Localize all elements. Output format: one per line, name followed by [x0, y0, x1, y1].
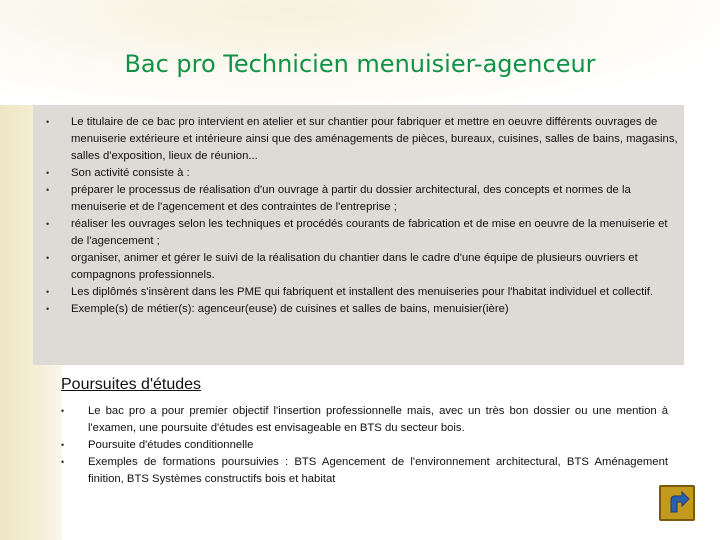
list-item: • organiser, animer et gérer le suivi de la réalisation du chantier dans le cadre d'une équipe de plusieurs ouvriers et compagnons professionnels. [46, 252, 638, 281]
list-item: • Le bac pro a pour premier objectif l'insertion professionnelle mais, avec un très bon dossier ou une mention à l'examen, une poursuite d'études est envisageable en BTS du secteur bois. [61, 405, 668, 434]
list-item: • Les diplômés s'insèrent dans les PME qui fabriquent et installent des menuiseries pour l'habitat individuel et collectif. [33, 284, 684, 301]
list-item: • Exemple(s) de métier(s): agenceur(euse) de cuisines et salles de bains, menuisier(ière) [33, 301, 684, 318]
list-item: • préparer le processus de réalisation d'un ouvrage à partir du dossier architectural, des concepts et normes de la menuiserie et de l'agencement et des contraintes de l'entreprise ; [46, 184, 631, 213]
list-item: • réaliser les ouvrages selon les techniques et procédés courants de fabrication et de mise en oeuvre de la menuiserie et de l'agencement ; [46, 218, 668, 247]
bullet: • [61, 457, 65, 467]
page-title: Bac pro Technicien menuisier-agenceur [124, 50, 596, 78]
description-list [33, 114, 684, 318]
bullet: • [46, 117, 50, 127]
bullet: • [46, 287, 50, 297]
bullet: • [61, 440, 65, 450]
list-item: • Poursuite d'études conditionnelle [60, 437, 668, 454]
section-heading-poursuites: Poursuites d'études [61, 376, 202, 393]
return-arrow-icon [661, 487, 693, 519]
bullet: • [46, 168, 50, 178]
bullet: • [46, 304, 50, 314]
studies-list [60, 403, 668, 488]
return-button[interactable] [659, 485, 695, 521]
bullet: • [46, 219, 50, 229]
description-box [33, 105, 684, 365]
bullet: • [61, 406, 65, 416]
bullet: • [46, 185, 50, 195]
bullet: • [46, 253, 50, 263]
list-item: • Le titulaire de ce bac pro intervient en atelier et sur chantier pour fabriquer et mettre en oeuvre différents ouvrages de menuiserie extérieure et intérieure ainsi que des aménagements de pièces, bureaux, cuisines, salles de bains, magasins, salles d'exposition, lieux de réunion... [46, 116, 678, 162]
list-item: • Son activité consiste à : [33, 165, 684, 182]
list-item: • Exemples de formations poursuivies : BTS Agencement de l'environnement architectural, BTS Aménagement finition, BTS Systèmes constructifs bois et habitat [61, 456, 668, 485]
